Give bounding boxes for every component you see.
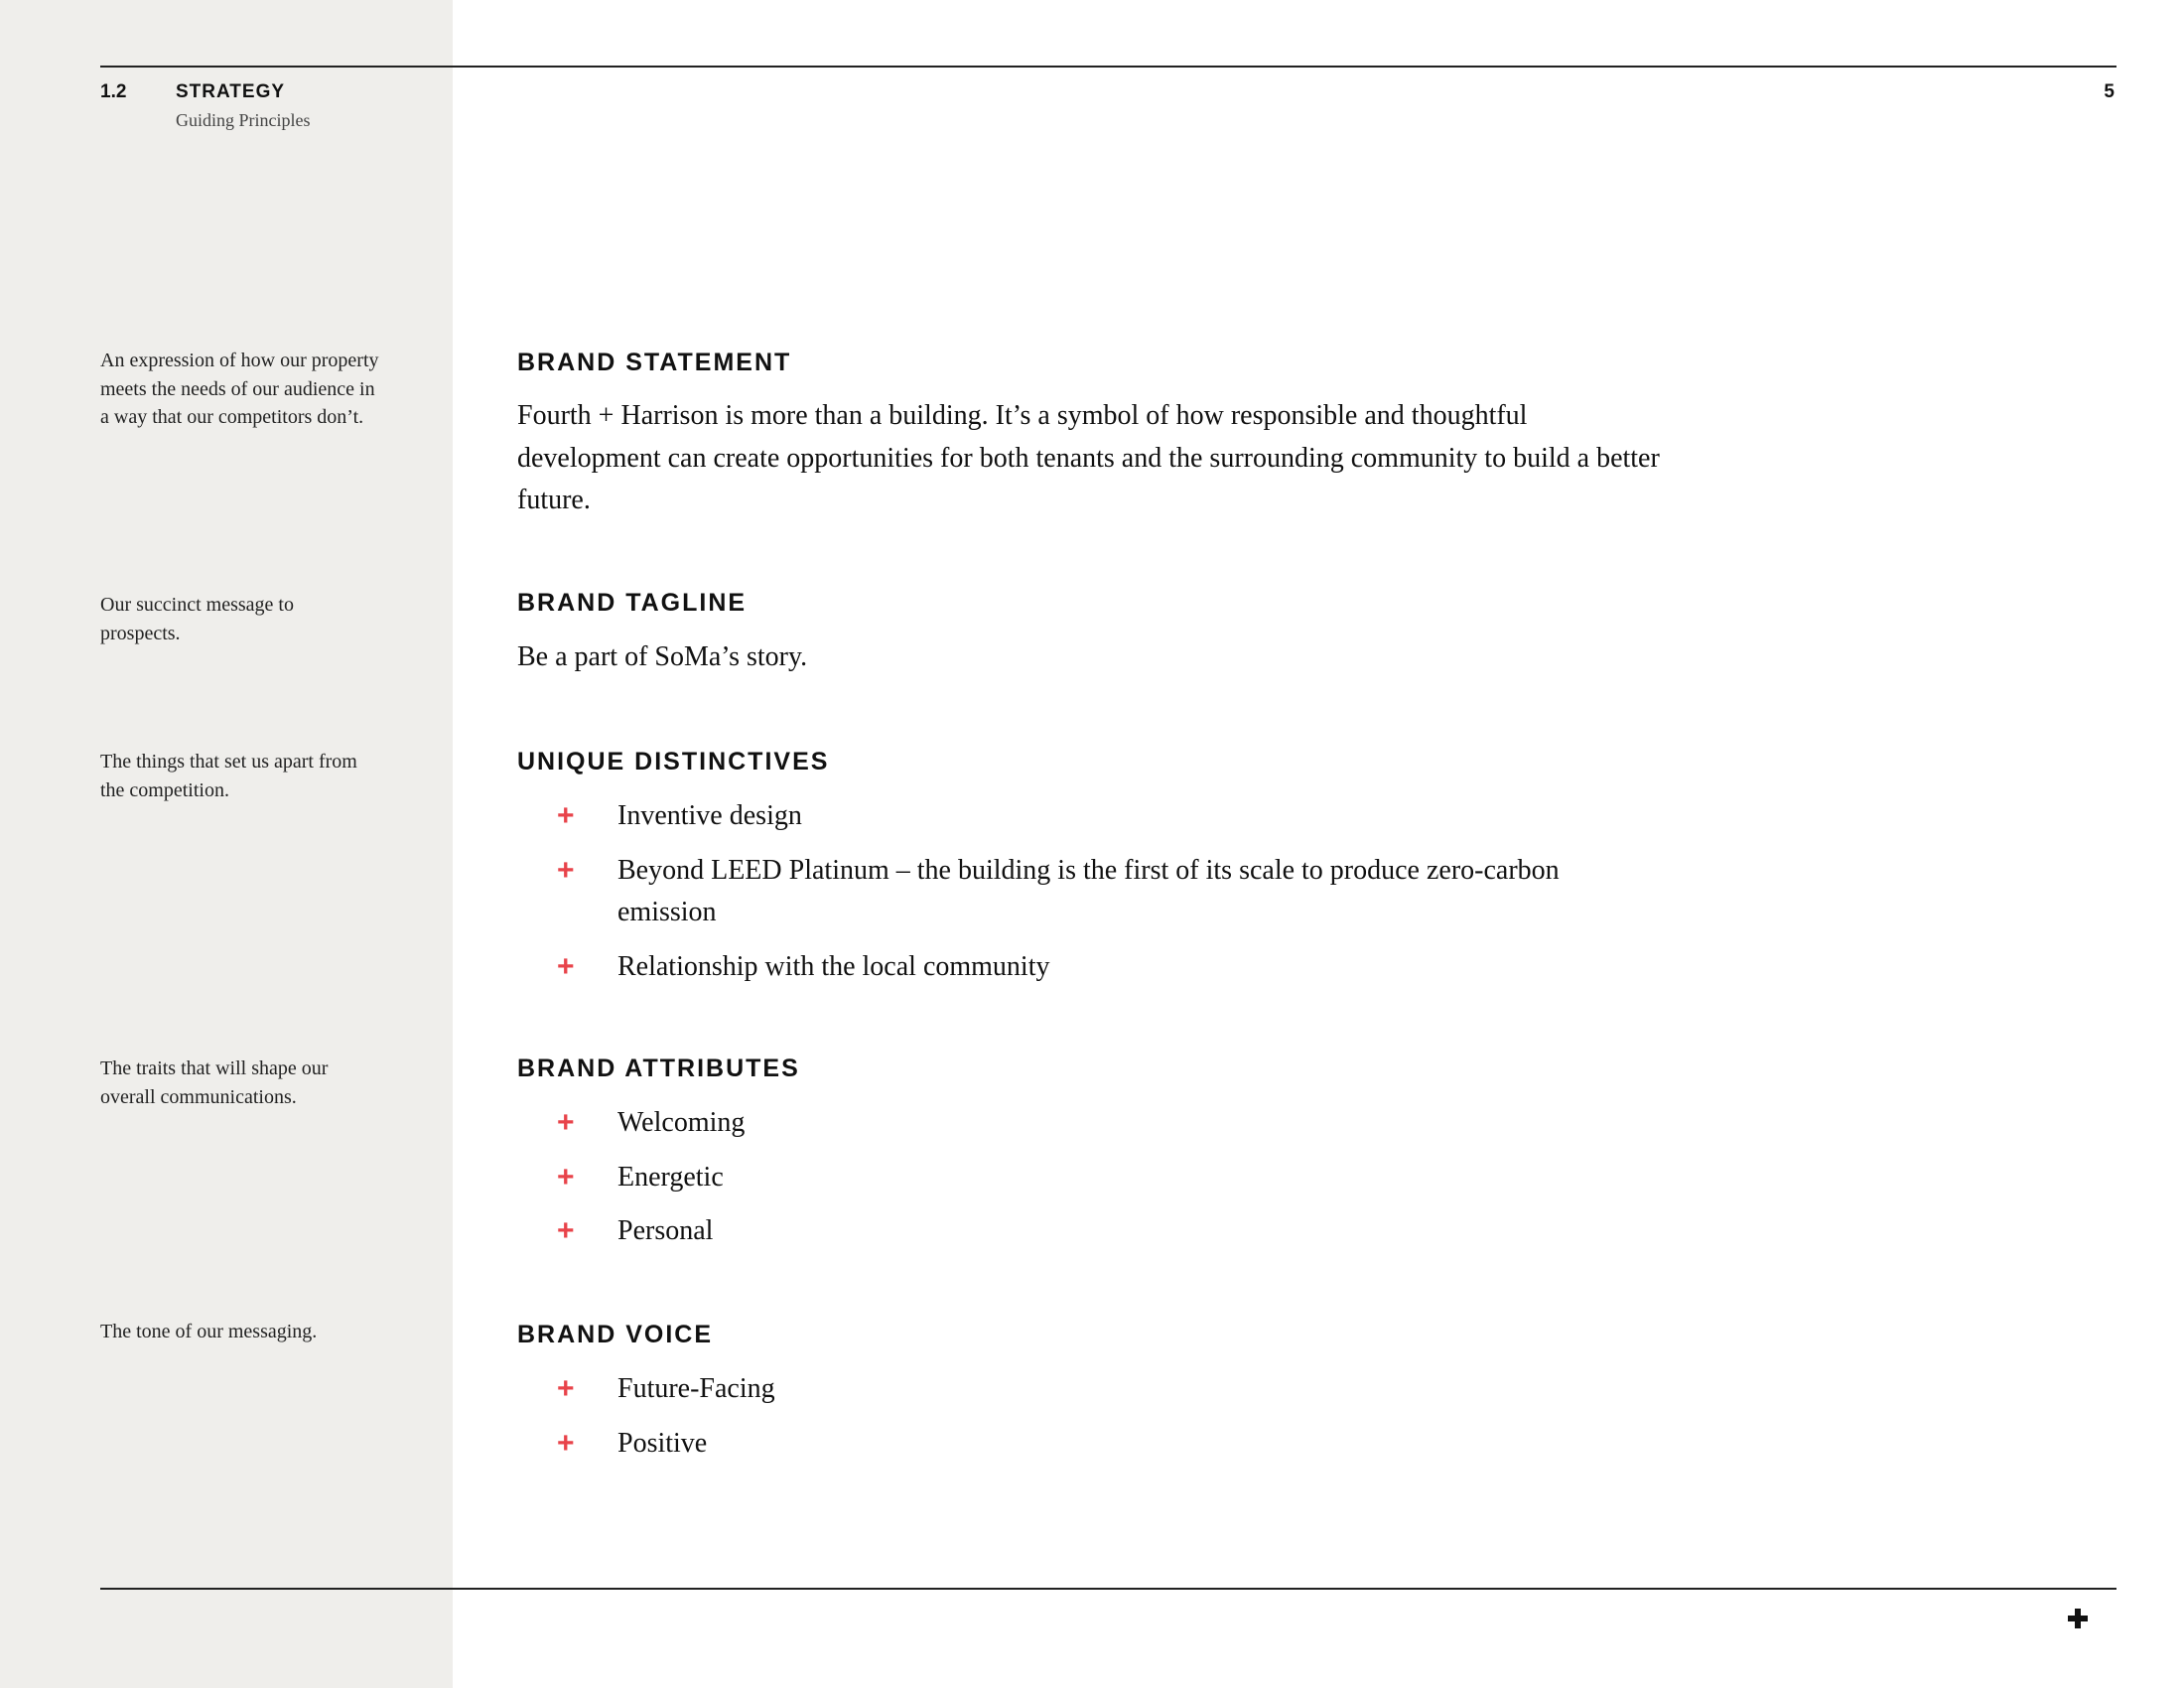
list-item: [517, 850, 1609, 934]
bottom-divider: [100, 1588, 2116, 1590]
note-brand-voice: The tone of our messaging.: [100, 1321, 318, 1342]
list-item: [517, 1102, 1649, 1145]
list-item: [517, 1368, 1649, 1411]
plus-icon: +: [557, 853, 575, 887]
footer-plus-icon: [2068, 1609, 2088, 1628]
section-subtitle: Guiding Principles: [176, 110, 311, 130]
sidebar-panel: [0, 0, 453, 1688]
section-title: STRATEGY: [176, 81, 286, 102]
plus-icon: +: [557, 1372, 575, 1405]
heading-unique-distinctives: UNIQUE DISTINCTIVES: [517, 748, 830, 775]
list-item-text: Future-Facing: [617, 1373, 775, 1404]
note-brand-statement: An expression of how our property meets the needs of our audience in a way that our competitors don’t.: [100, 350, 379, 428]
list-item-text: Personal: [617, 1215, 714, 1246]
plus-icon: +: [557, 1214, 575, 1247]
brand-statement-text: Fourth + Harrison is more than a building. It’s a symbol of how responsible and thoughtful development can create opportunities for both tenants and the surrounding community to build a better future.: [517, 400, 1660, 515]
section-number: 1.2: [100, 81, 127, 102]
list-item: [517, 1210, 1649, 1253]
plus-icon: +: [557, 1426, 575, 1460]
brand-attributes-list: [517, 1102, 1649, 1265]
list-item: [517, 1423, 1649, 1466]
page-number: 5: [2104, 81, 2115, 102]
list-item: [517, 795, 1609, 838]
list-item-text: Welcoming: [617, 1107, 746, 1138]
note-brand-attributes: The traits that will shape our overall communications.: [100, 1057, 329, 1108]
plus-icon: +: [557, 799, 575, 832]
plus-icon: +: [557, 949, 575, 983]
list-item-text: Beyond LEED Platinum – the building is the first of its scale to produce zero-carbon emission: [617, 854, 1560, 927]
list-item-text: Energetic: [617, 1161, 724, 1193]
plus-icon: +: [557, 1160, 575, 1194]
list-item-text: Relationship with the local community: [617, 950, 1050, 982]
heading-brand-tagline: BRAND TAGLINE: [517, 589, 748, 617]
top-divider: [100, 66, 2116, 68]
list-item: [517, 946, 1609, 989]
list-item-text: Inventive design: [617, 800, 802, 831]
plus-icon: +: [557, 1106, 575, 1139]
note-unique-distinctives: The things that set us apart from the competition.: [100, 751, 357, 801]
note-brand-tagline: Our succinct message to prospects.: [100, 594, 294, 644]
unique-distinctives-list: [517, 795, 1609, 1000]
list-item-text: Positive: [617, 1427, 708, 1459]
heading-brand-statement: BRAND STATEMENT: [517, 349, 792, 376]
heading-brand-attributes: BRAND ATTRIBUTES: [517, 1055, 800, 1082]
brand-tagline-text: Be a part of SoMa’s story.: [517, 641, 808, 672]
heading-brand-voice: BRAND VOICE: [517, 1321, 714, 1348]
list-item: [517, 1157, 1649, 1199]
brand-voice-list: [517, 1368, 1649, 1477]
